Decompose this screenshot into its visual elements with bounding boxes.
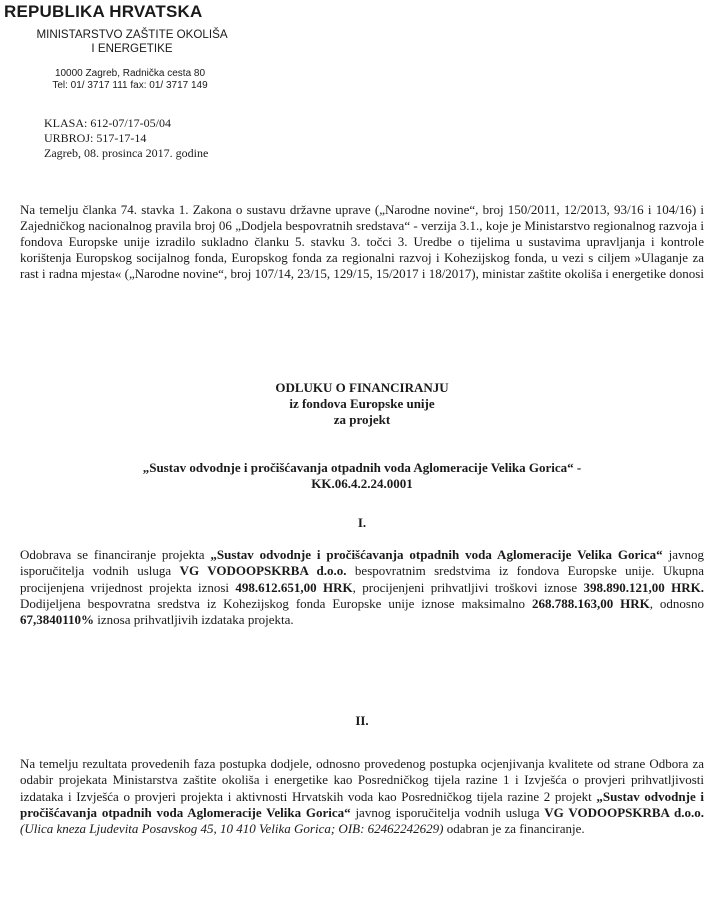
s2-text-4: odabran je za financiranje. (443, 821, 585, 837)
s1-company: VG VODOOPSKRBA d.o.o. (179, 563, 347, 579)
country-title: REPUBLIKA HRVATSKA (4, 2, 203, 21)
document-meta (44, 116, 208, 161)
s1-text-3: bespovratnim sredstvima iz fondova Europske unije. Ukupna procijenjena vrijednost projekta iznosi (20, 563, 705, 595)
s1-text-7: iznosa prihvatljivih izdataka projekta. (94, 612, 294, 628)
project-title-block (0, 460, 724, 492)
ministry-name (10, 28, 254, 56)
phone-fax: Tel: 01/ 3717 111 fax: 01/ 3717 149 (52, 80, 208, 91)
project-title: „Sustav odvodnje i pročišćavanja otpadnih voda Aglomeracije Velika Gorica“ - (142, 460, 582, 475)
place-date: Zagreb, 08. prosinca 2017. godine (44, 146, 209, 160)
ministry-address (10, 68, 250, 92)
s1-eligible-costs: 398.890.121,00 HRK. (583, 579, 704, 595)
section-heading-2: II. (355, 713, 369, 728)
intro-paragraph: Na temelju članka 74. stavka 1. Zakona o sustavu državne uprave („Narodne novine“, broj 150/2011, 12/2013, 93/16 i 104/16) i Zajedničkog nacionalnog pravila broj 06 „Dodjela bespovratnih sredstava“ - verzija 3.1., koje je Ministarstvo regionalnog razvoja i fondova Europske unije izradilo sukladno članku 5. stavku 3. točci 3. Uredbe o tijelima u sustavima upravljanja i kontrole korištenja Europskog socijalnog fonda, Europskog fonda za regionalni razvoj i Kohezijskog fonda, u vezi s ciljem »Ulaganje za rast i radna mjesta« („Narodne novine“, broj 107/14, 23/15, 129/15, 15/2017 i 18/2017), ministar zaštite okoliša i energetike donosi (20, 202, 704, 281)
s1-text-2: javnog isporučitelja vodnih usluga (20, 547, 704, 579)
decision-line-3: za projekt (333, 412, 391, 427)
s2-company-address: (Ulica kneza Ljudevita Posavskog 45, 10 410 Velika Gorica; OIB: 62462242629) (20, 821, 444, 837)
s1-text-1: Odobrava se financiranje projekta (20, 547, 211, 562)
s1-total-value: 498.612.651,00 HRK (235, 579, 353, 595)
decision-line-2: iz fondova Europske unije (289, 396, 435, 411)
s1-grant-percent: 67,3840110% (20, 612, 95, 628)
s1-project-name: „Sustav odvodnje i pročišćavanja otpadnih voda Aglomeracije Velika Gorica“ (210, 547, 663, 562)
section-1-paragraph (20, 547, 704, 628)
s1-text-6: , odnosno (649, 595, 704, 611)
s1-text-5: Dodijeljena bespovratna sredstva iz Kohezijskog fonda Europske unije iznose maksimalno (20, 595, 532, 611)
decision-line-1: ODLUKU O FINANCIRANJU (275, 380, 449, 395)
s2-project-name: „Sustav odvodnje i pročišćavanja otpadnih voda Aglomeracije Velika Gorica“ (20, 788, 705, 820)
ministry-line-1: MINISTARSTVO ZAŠTITE OKOLIŠA (36, 28, 228, 41)
urbroj: URBROJ: 517-17-14 (44, 131, 147, 145)
section-2-paragraph (20, 756, 704, 837)
s2-text-2: javnog isporučitelja vodnih usluga (350, 804, 545, 820)
klasa: KLASA: 612-07/17-05/04 (44, 116, 171, 130)
street-address: 10000 Zagreb, Radnička cesta 80 (54, 68, 206, 79)
section-heading-1: I. (357, 515, 367, 530)
project-code: KK.06.4.2.24.0001 (311, 476, 413, 491)
ministry-line-2: I ENERGETIKE (91, 42, 173, 55)
s1-grant-amount: 268.788.163,00 HRK (531, 595, 650, 611)
decision-heading (0, 380, 724, 428)
s2-text-1: Na temelju rezultata provedenih faza postupka dodjele, odnosno provedenog postupka ocjenjivanja kvalitete od strane Odbora za odabir projekata Ministarstva zaštite okoliša i energetike kao Posredničkog tijela razine 1 i Izvješća o provjeri prihvatljivosti izdataka i Izvješća o provjeri projekta i aktivnosti Hrvatskih voda kao Posredničkog tijela razine 2 projekt (20, 756, 704, 804)
s2-company: VG VODOOPSKRBA d.o.o. (544, 804, 704, 820)
s1-text-4: , procijenjeni prihvatljivi troškovi iznose (352, 579, 584, 595)
